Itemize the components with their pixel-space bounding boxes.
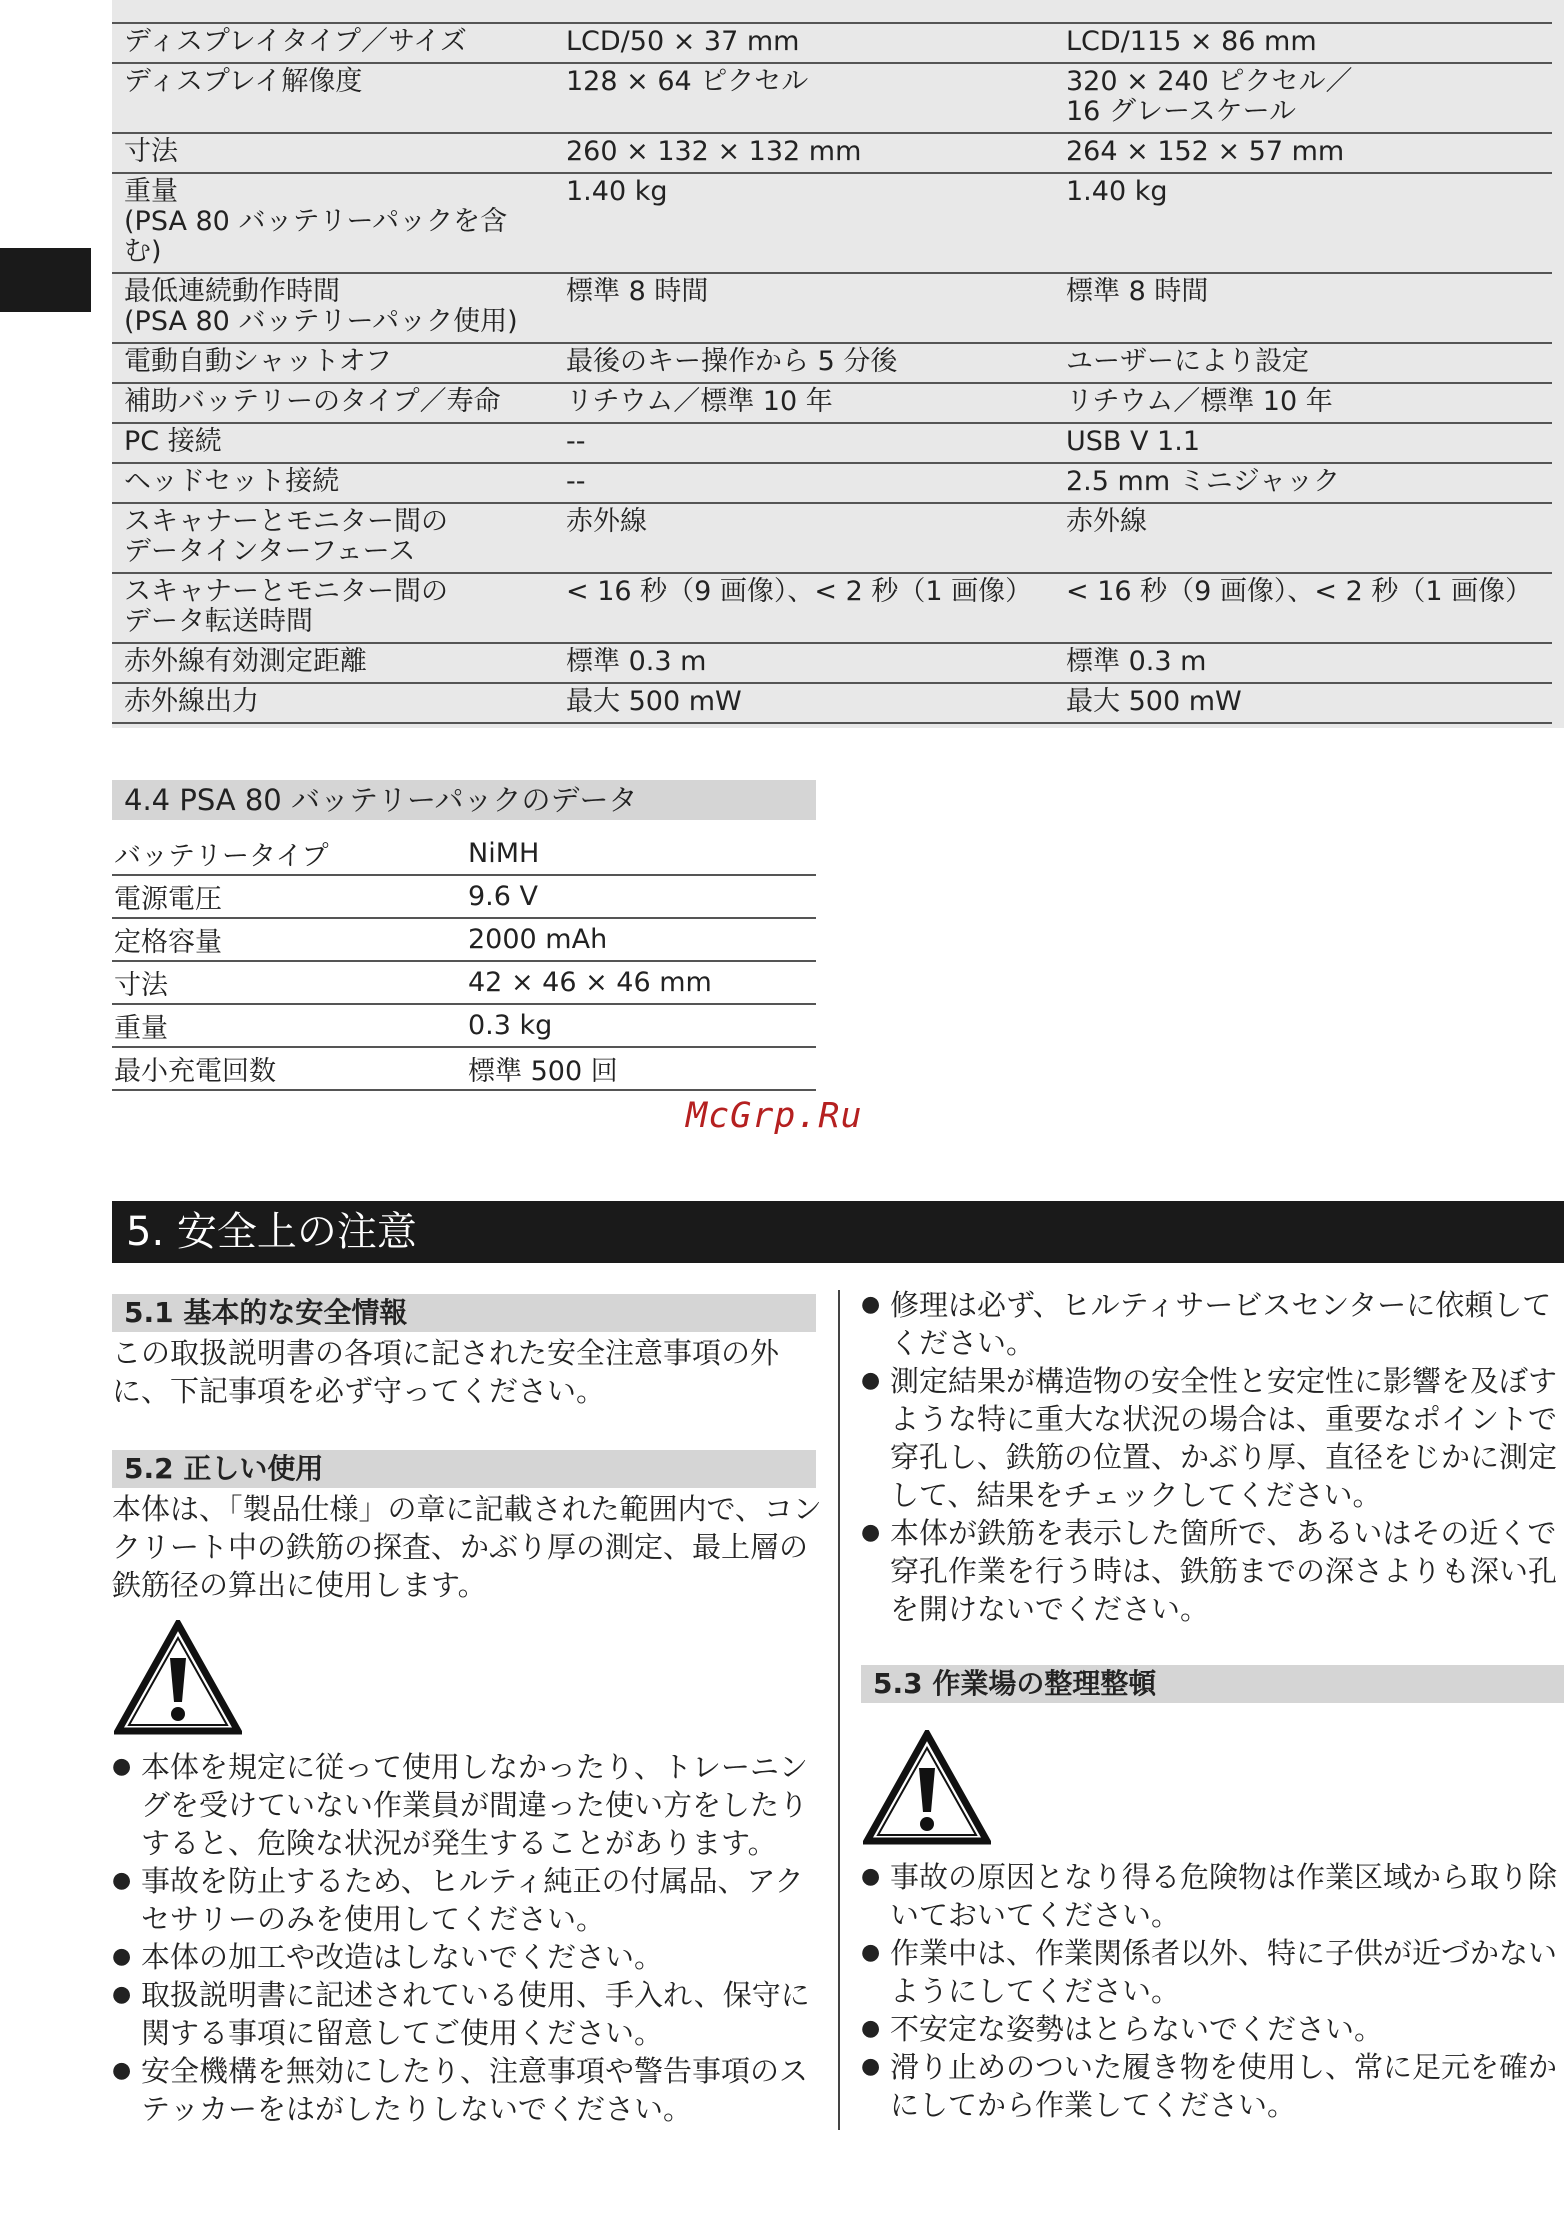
spec-value-model-2: 標準 0.3 m xyxy=(1054,643,1552,683)
battery-value: 2000 mAh xyxy=(466,918,816,961)
bullet-text: 修理は必ず、ヒルティサービスセンターに依頼してください。 xyxy=(890,1288,1552,1360)
bullet-text: 事故を防止するため、ヒルティ純正の付属品、アクセサリーのみを使用してください。 xyxy=(141,1864,804,1936)
spec-value-model-1: LCD/50 × 37 mm xyxy=(554,23,1054,63)
section-5-2-heading: 5.2 正しい使用 xyxy=(112,1450,816,1488)
spec-value-model-2: 最大 500 mW xyxy=(1054,683,1552,723)
battery-row xyxy=(112,875,816,918)
warning-triangle-icon xyxy=(863,1730,991,1845)
bullet-text: 本体の加工や改造はしないでください。 xyxy=(141,1940,664,1974)
bullet-item xyxy=(112,1938,824,1976)
spec-row xyxy=(112,383,1552,423)
spec-row xyxy=(112,463,1552,503)
spec-label: 電動自動シャットオフ xyxy=(112,343,554,383)
warning-triangle-icon xyxy=(114,1620,242,1735)
spec-value-model-1: 260 × 132 × 132 mm xyxy=(554,133,1054,173)
spec-row xyxy=(112,173,1552,273)
spec-label: スキャナーとモニター間の データ転送時間 xyxy=(112,573,554,643)
bullet-dot-icon: ● xyxy=(112,1982,132,2007)
section-5-2-continued-bullets xyxy=(861,1286,1564,1628)
bullet-item xyxy=(861,2010,1564,2048)
battery-row xyxy=(112,1047,816,1090)
spec-row xyxy=(112,683,1552,723)
spec-label: 最低連続動作時間 (PSA 80 バッテリーパック使用) xyxy=(112,273,554,343)
spec-label: 重量 (PSA 80 バッテリーパックを含む) xyxy=(112,173,554,273)
spec-label: ディスプレイ解像度 xyxy=(112,63,554,133)
spec-row xyxy=(112,133,1552,173)
battery-table xyxy=(112,833,816,1091)
battery-label: 寸法 xyxy=(112,961,466,1004)
chapter-tab-marker xyxy=(0,248,91,312)
bullet-text: 滑り止めのついた履き物を使用し、常に足元を確かにしてから作業してください。 xyxy=(890,2050,1558,2122)
spec-label: 寸法 xyxy=(112,133,554,173)
spec-row xyxy=(112,573,1552,643)
bullet-item xyxy=(861,1514,1564,1628)
spec-value-model-1: リチウム／標準 10 年 xyxy=(554,383,1054,423)
bullet-item xyxy=(861,1362,1564,1514)
section-5-2-text: 本体は、「製品仕様」の章に記載された範囲内で、コンクリート中の鉄筋の探査、かぶり厚の測定、最上層の鉄筋径の算出に使用します。 xyxy=(112,1492,822,1602)
spec-label: 赤外線出力 xyxy=(112,683,554,723)
bullet-dot-icon: ● xyxy=(112,2058,132,2083)
spec-value-model-1: 最後のキー操作から 5 分後 xyxy=(554,343,1054,383)
battery-row xyxy=(112,1004,816,1047)
bullet-dot-icon: ● xyxy=(112,1868,132,1893)
spec-value-model-1: -- xyxy=(554,463,1054,503)
section-5-2-bullets xyxy=(112,1748,824,2128)
bullet-dot-icon: ● xyxy=(861,1940,881,1965)
spec-row xyxy=(112,423,1552,463)
battery-label: バッテリータイプ xyxy=(112,833,466,875)
spec-row xyxy=(112,23,1552,63)
battery-value: 0.3 kg xyxy=(466,1004,816,1047)
bullet-text: 不安定な姿勢はとらないでください。 xyxy=(890,2012,1384,2046)
spec-row xyxy=(112,273,1552,343)
bullet-text: 本体が鉄筋を表示した箇所で、あるいはその近くで穿孔作業を行う時は、鉄筋までの深さよりも深い孔を開けないでください。 xyxy=(890,1516,1558,1626)
spec-value-model-1: 標準 8 時間 xyxy=(554,273,1054,343)
spec-row xyxy=(112,643,1552,683)
spec-row xyxy=(112,63,1552,133)
spec-value-model-1: 標準 0.3 m xyxy=(554,643,1054,683)
battery-label: 最小充電回数 xyxy=(112,1047,466,1090)
spec-value-model-2: 2.5 mm ミニジャック xyxy=(1054,463,1552,503)
battery-row xyxy=(112,833,816,875)
spec-value-model-2: 標準 8 時間 xyxy=(1054,273,1552,343)
section-5-1-text: この取扱説明書の各項に記された安全注意事項の外に、下記事項を必ず守ってください。 xyxy=(112,1336,780,1408)
battery-row xyxy=(112,961,816,1004)
spec-value-model-2: リチウム／標準 10 年 xyxy=(1054,383,1552,423)
spec-value-model-2: USB V 1.1 xyxy=(1054,423,1552,463)
battery-row xyxy=(112,918,816,961)
bullet-text: 作業中は、作業関係者以外、特に子供が近づかないようにしてください。 xyxy=(890,1936,1558,2008)
spec-label: ヘッドセット接続 xyxy=(112,463,554,503)
spec-value-model-2: < 16 秒（9 画像）、< 2 秒（1 画像） xyxy=(1054,573,1552,643)
spec-value-model-2: 1.40 kg xyxy=(1054,173,1552,273)
spec-value-model-1: 赤外線 xyxy=(554,503,1054,573)
bullet-item xyxy=(112,1862,824,1938)
bullet-dot-icon: ● xyxy=(861,2016,881,2041)
spec-value-model-1: < 16 秒（9 画像）、< 2 秒（1 画像） xyxy=(554,573,1054,643)
spec-label: 補助バッテリーのタイプ／寿命 xyxy=(112,383,554,423)
spec-label: PC 接続 xyxy=(112,423,554,463)
watermark: McGrp.Ru xyxy=(686,1096,863,1136)
chapter-title: 5. 安全上の注意 xyxy=(112,1201,1564,1263)
bullet-item xyxy=(112,1976,824,2052)
bullet-item xyxy=(112,2052,824,2128)
bullet-item xyxy=(861,1286,1564,1362)
bullet-text: 安全機構を無効にしたり、注意事項や警告事項のステッカーをはがしたりしないでください。 xyxy=(141,2054,809,2126)
battery-label: 定格容量 xyxy=(112,918,466,961)
spec-value-model-2: 赤外線 xyxy=(1054,503,1552,573)
battery-value: 42 × 46 × 46 mm xyxy=(466,961,816,1004)
spec-label: ディスプレイタイプ／サイズ xyxy=(112,23,554,63)
bullet-item xyxy=(861,1934,1564,2010)
bullet-dot-icon: ● xyxy=(861,2054,881,2079)
spec-value-model-1: -- xyxy=(554,423,1054,463)
bullet-item xyxy=(112,1748,824,1862)
spec-value-model-1: 1.40 kg xyxy=(554,173,1054,273)
bullet-dot-icon: ● xyxy=(861,1864,881,1889)
spec-label: 赤外線有効測定距離 xyxy=(112,643,554,683)
spec-value-model-2: LCD/115 × 86 mm xyxy=(1054,23,1552,63)
column-divider xyxy=(838,1290,840,2130)
spec-table-panel xyxy=(112,0,1564,728)
spec-table xyxy=(112,22,1552,724)
spec-value-model-2: 320 × 240 ピクセル／ 16 グレースケール xyxy=(1054,63,1552,133)
battery-section-heading: 4.4 PSA 80 バッテリーパックのデータ xyxy=(112,780,816,820)
bullet-dot-icon: ● xyxy=(861,1520,881,1545)
spec-value-model-2: ユーザーにより設定 xyxy=(1054,343,1552,383)
spec-row xyxy=(112,343,1552,383)
spec-value-model-1: 128 × 64 ピクセル xyxy=(554,63,1054,133)
spec-value-model-1: 最大 500 mW xyxy=(554,683,1054,723)
battery-value: 9.6 V xyxy=(466,875,816,918)
battery-label: 重量 xyxy=(112,1004,466,1047)
bullet-item xyxy=(861,2048,1564,2124)
battery-value: NiMH xyxy=(466,833,816,875)
bullet-text: 事故の原因となり得る危険物は作業区域から取り除いておいてください。 xyxy=(890,1860,1558,1932)
bullet-text: 測定結果が構造物の安全性と安定性に影響を及ぼすような特に重大な状況の場合は、重要なポイントで穿孔し、鉄筋の位置、かぶり厚、直径をじかに測定して、結果をチェックしてください。 xyxy=(890,1364,1558,1512)
bullet-text: 取扱説明書に記述されている使用、手入れ、保守に関する事項に留意してご使用ください。 xyxy=(141,1978,810,2050)
spec-value-model-2: 264 × 152 × 57 mm xyxy=(1054,133,1552,173)
section-5-3-bullets xyxy=(861,1858,1564,2124)
bullet-text: 本体を規定に従って使用しなかったり、トレーニングを受けていない作業員が間違った使い方をしたりすると、危険な状況が発生することがあります。 xyxy=(141,1750,809,1860)
bullet-item xyxy=(861,1858,1564,1934)
section-5-3-heading: 5.3 作業場の整理整頓 xyxy=(861,1665,1564,1703)
battery-label: 電源電圧 xyxy=(112,875,466,918)
bullet-dot-icon: ● xyxy=(861,1368,881,1393)
bullet-dot-icon: ● xyxy=(112,1754,132,1779)
spec-row xyxy=(112,503,1552,573)
bullet-dot-icon: ● xyxy=(861,1292,881,1317)
spec-label: スキャナーとモニター間の データインターフェース xyxy=(112,503,554,573)
bullet-dot-icon: ● xyxy=(112,1944,132,1969)
battery-value: 標準 500 回 xyxy=(466,1047,816,1090)
section-5-1-heading: 5.1 基本的な安全情報 xyxy=(112,1294,816,1332)
